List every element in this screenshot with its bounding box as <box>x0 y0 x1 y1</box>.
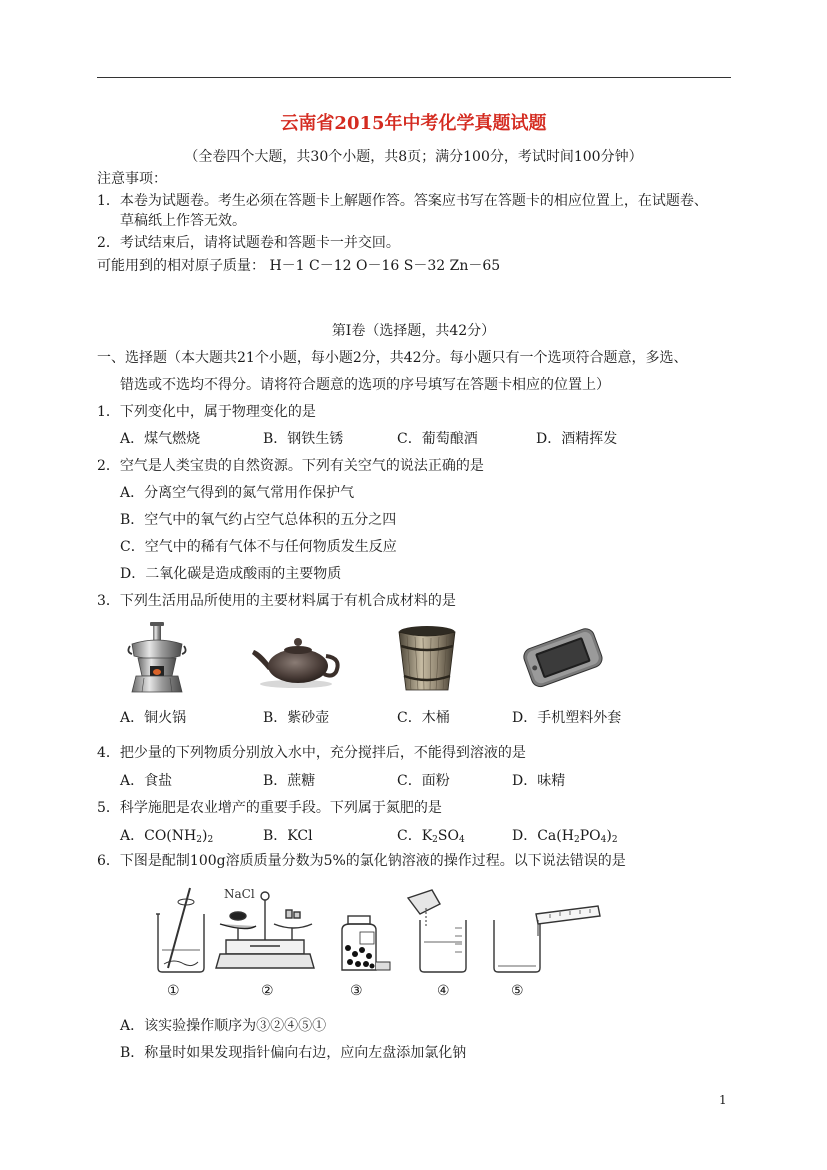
part-1-instructions-line-1: 一、选择题（本大题共21个小题，每小题2分，共42分。每小题只有一个选项符合题意，多选、 <box>97 350 688 366</box>
question-2-option-b: B．空气中的氧气约占空气总体积的五分之四 <box>120 512 397 528</box>
figure-label-2: ② <box>261 983 274 999</box>
question-5-option-b: B．KCl <box>263 828 313 844</box>
question-3-option-c: C．木桶 <box>397 710 450 726</box>
figure-label-3: ③ <box>350 983 363 999</box>
question-1-option-d: D．酒精挥发 <box>536 431 618 447</box>
figure-label-4: ④ <box>437 983 450 999</box>
question-2-option-d: D．二氧化碳是造成酸雨的主要物质 <box>120 566 342 582</box>
clay-teapot-image <box>250 628 342 688</box>
question-4-stem: 4．把少量的下列物质分别放入水中，充分搅拌后，不能得到溶液的是 <box>97 745 526 761</box>
atomic-mass-line: 可能用到的相对原子质量： H－1 C－12 O－16 S－32 Zn－65 <box>97 258 501 274</box>
exam-info: （全卷四个大题，共30个小题，共8页；满分100分，考试时间100分钟） <box>184 149 643 165</box>
question-6-option-a: A．该实验操作顺序为③②④⑤① <box>120 1018 327 1034</box>
question-3-option-a: A．铜火锅 <box>120 710 187 726</box>
question-3-option-b: B．紫砂壶 <box>263 710 330 726</box>
question-4-option-b: B．蔗糖 <box>263 773 316 789</box>
question-3-stem: 3．下列生活用品所使用的主要材料属于有机合成材料的是 <box>97 593 456 609</box>
note-1-line-1: 1．本卷为试题卷。考生必须在答题卡上解题作答。答案应书写在答题卡的相应位置上，在试题卷、 <box>97 193 708 209</box>
question-2-option-c: C．空气中的稀有气体不与任何物质发生反应 <box>120 539 397 555</box>
question-5-option-a: A．$CO(NH_2)_2$ <box>120 828 214 845</box>
section-title: 第Ⅰ卷（选择题，共42分） <box>331 323 496 339</box>
figure-label-5: ⑤ <box>511 983 524 999</box>
question-5-option-d: D．$Ca(H_2PO_4)_2$ <box>512 828 618 845</box>
question-6-stem: 6．下图是配制100g溶质质量分数为5%的氯化钠溶液的操作过程。以下说法错误的是 <box>97 853 626 869</box>
page-title: 云南省2015年中考化学真题试题 <box>280 113 547 134</box>
notes-heading: 注意事项： <box>97 171 167 187</box>
question-4-option-a: A．食盐 <box>120 773 173 789</box>
wooden-bucket-image <box>396 624 458 694</box>
question-4-option-c: C．面粉 <box>397 773 450 789</box>
header-rule <box>97 77 731 78</box>
figure-label-1: ① <box>167 983 180 999</box>
copper-hotpot-image <box>126 622 188 694</box>
question-1-option-a: A．煤气燃烧 <box>120 431 201 447</box>
question-5-stem: 5．科学施肥是农业增产的重要手段。下列属于氮肥的是 <box>97 800 442 816</box>
question-2-option-a: A．分离空气得到的氮气常用作保护气 <box>120 485 355 501</box>
phone-case-image <box>518 628 606 688</box>
question-6-option-b: B．称量时如果发现指针偏向右边，应向左盘添加氯化钠 <box>120 1045 467 1061</box>
question-3-option-d: D．手机塑料外套 <box>512 710 622 726</box>
question-5-option-c: C．$K_2SO_4$ <box>397 828 465 845</box>
question-1-stem: 1．下列变化中，属于物理变化的是 <box>97 404 316 420</box>
lab-procedure-figure <box>150 884 610 976</box>
question-1-option-b: B．钢铁生锈 <box>263 431 344 447</box>
note-2: 2．考试结束后，请将试题卷和答题卡一并交回。 <box>97 235 400 251</box>
nacl-label: NaCl <box>224 887 255 901</box>
page-number: 1 <box>719 1093 727 1107</box>
question-4-option-d: D．味精 <box>512 773 566 789</box>
question-1-option-c: C．葡萄酿酒 <box>397 431 478 447</box>
note-1-line-2: 草稿纸上作答无效。 <box>120 213 246 229</box>
question-2-stem: 2．空气是人类宝贵的自然资源。下列有关空气的说法正确的是 <box>97 458 484 474</box>
part-1-instructions-line-2: 错选或不选均不得分。请将符合题意的选项的序号填写在答题卡相应的位置上） <box>120 377 610 393</box>
